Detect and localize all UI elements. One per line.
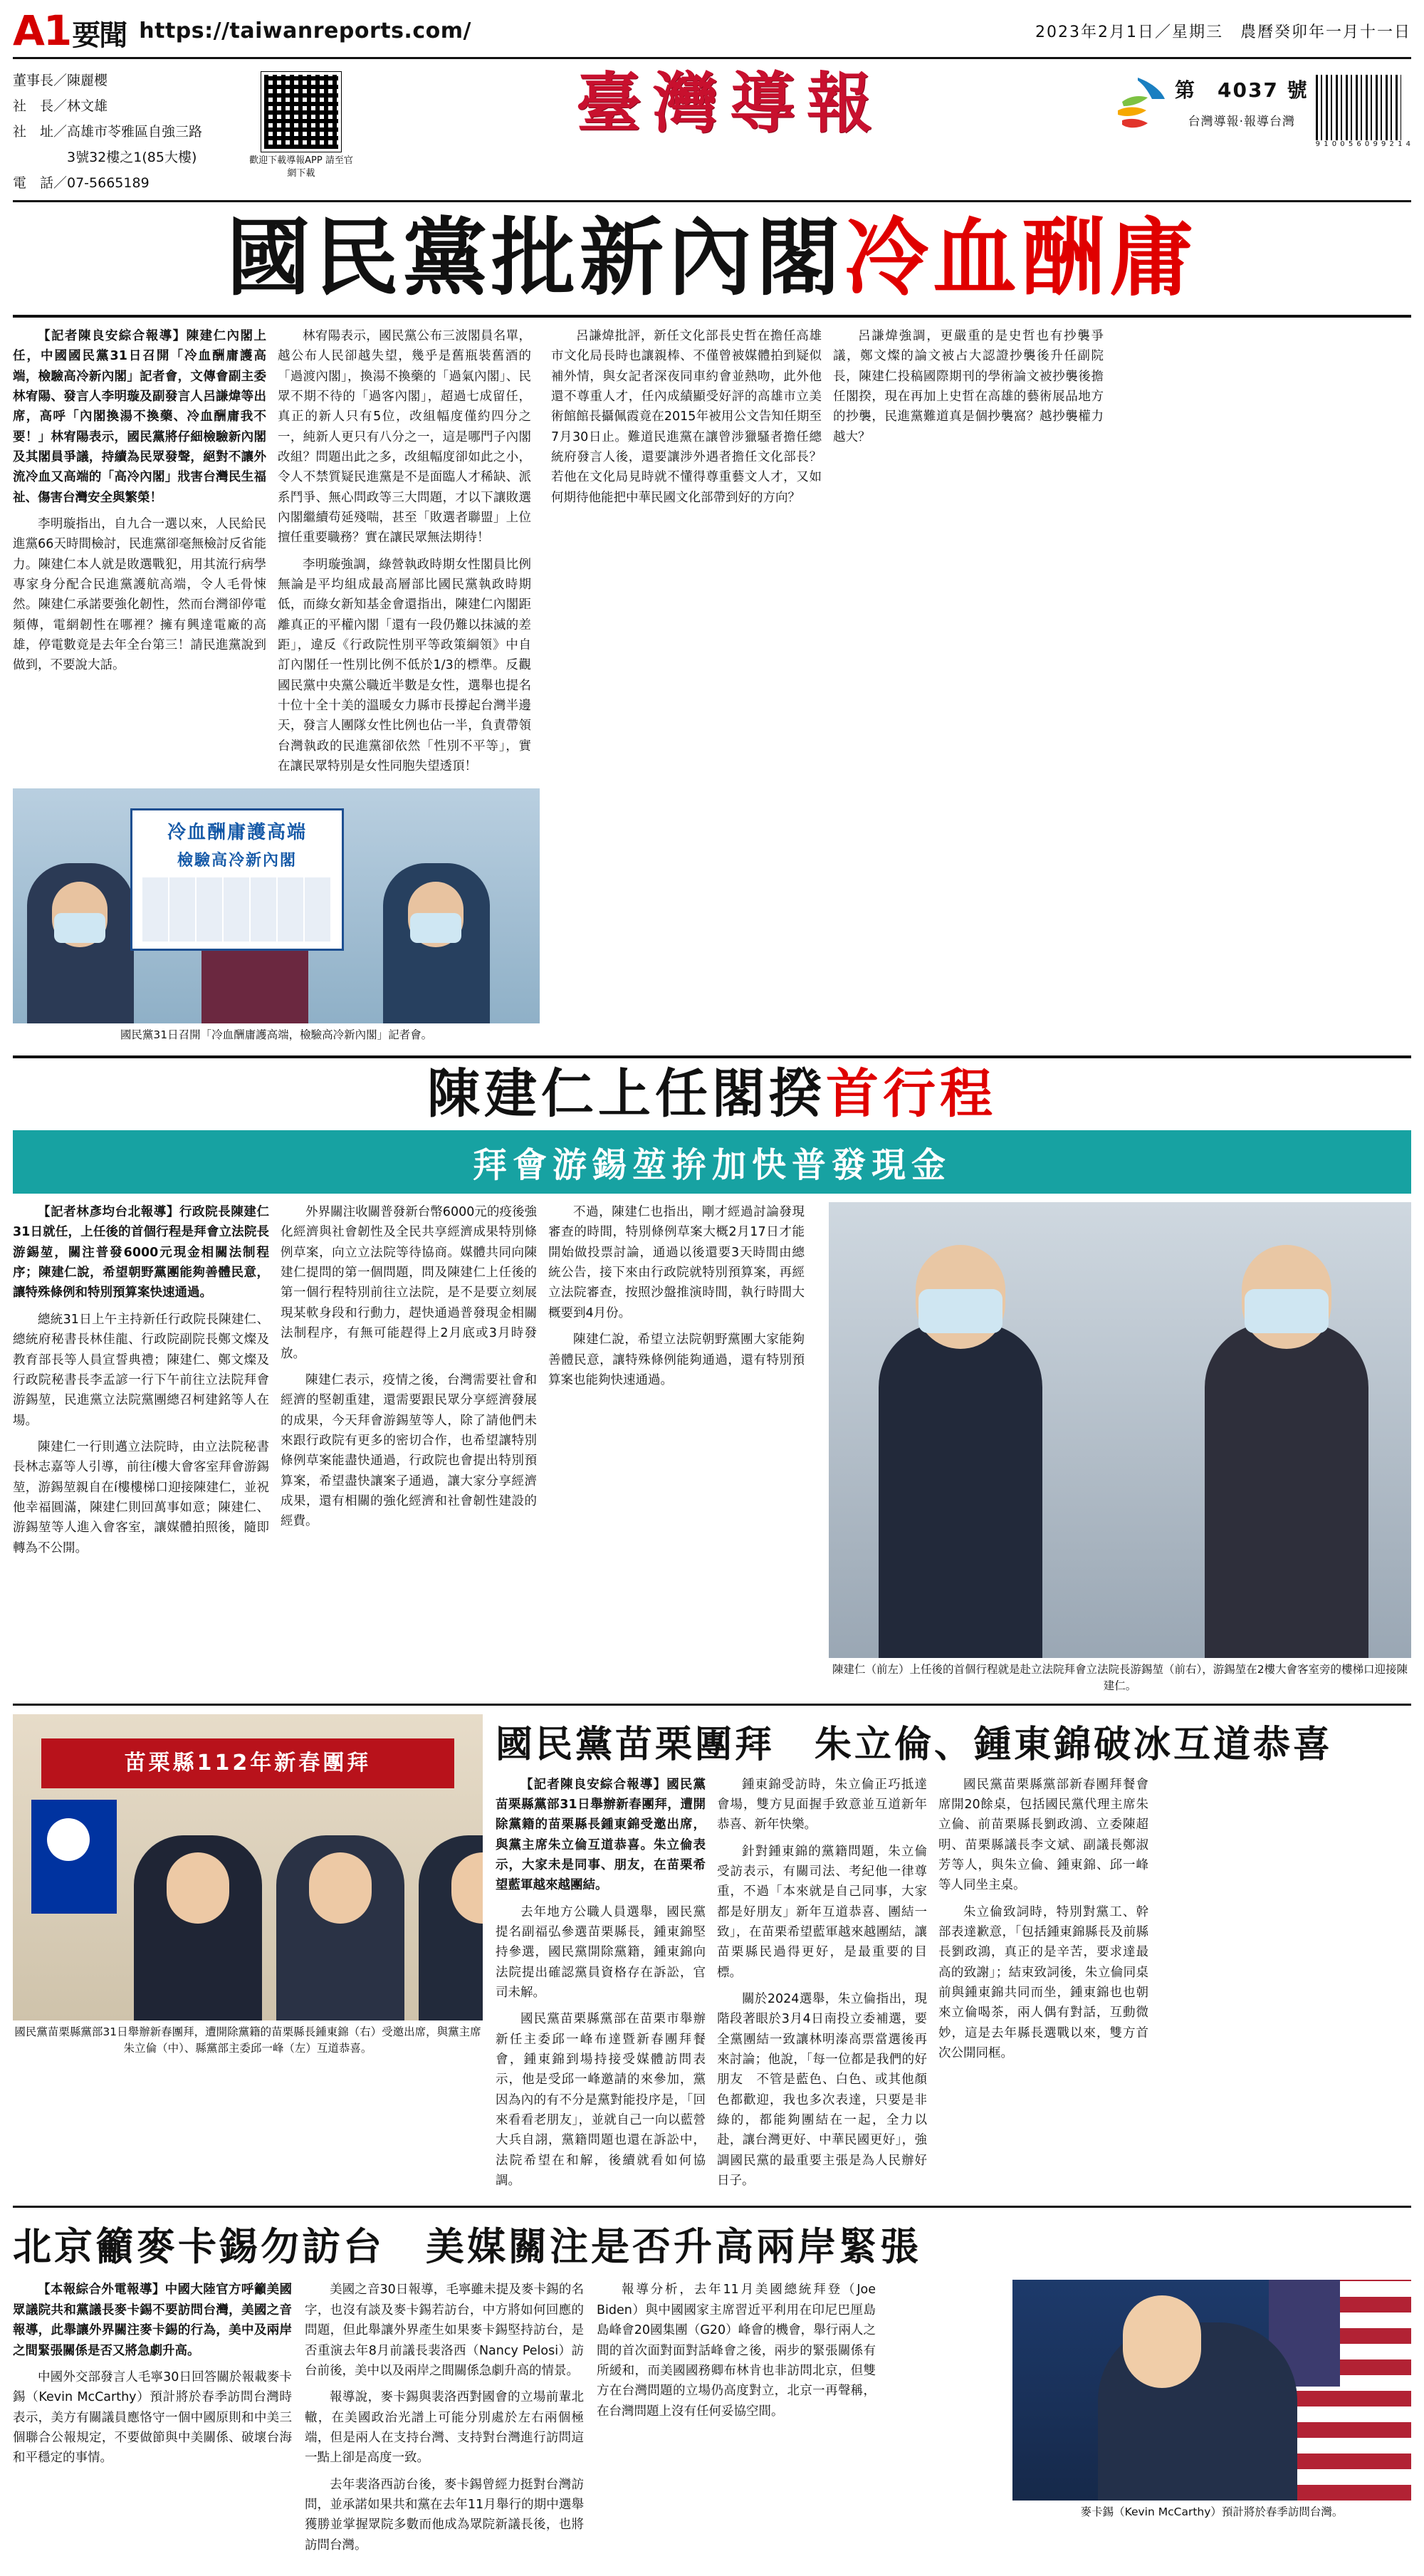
- paragraph: 陳建仁說，希望立法院朝野黨團大家能夠善體民意，讓特殊條例能夠通過，還有特別預算案也能夠快速通過。: [548, 1333, 805, 1387]
- photo-person: [134, 1835, 262, 2020]
- barcode-block: [1316, 75, 1411, 148]
- paragraph: 李明璇強調，綠營執政時期女性閣員比例無論是平均組成最高層部比國民黨執政時期低，而綠女新知基金會還指出，陳建仁內閣距離真正的平權內閣「還有一段仍難以抹滅的差距」，違反《行政院性別平等政策綱領》中自訂內閣任一性別比例不低於1/3的標準。反觀國民黨中央黨公職近半數是女性，選舉也提名十位十全十美的溫暖女力縣市長撐起台灣半邊天，發言人團隊女性比例也佔一半，負責帶領台灣執政的民進黨卻依然「性別不平等」，實在讓民眾特別是女性同胞失望透頂！: [278, 557, 531, 774]
- paragraph: 去年裴洛西訪台後，麥卡錫曾經力挺對台灣訪問，並承諾如果共和黨在去年11月舉行的期中選舉獲勝並掌握眾院多數而他成為眾院新議長後，也將訪問台灣。: [305, 2477, 584, 2552]
- board-grid: [142, 877, 332, 942]
- story1-columns: [13, 326, 540, 783]
- story4-title: 北京籲麥卡錫勿訪台 美媒關注是否升高兩岸緊張: [13, 2223, 921, 2270]
- paragraph: 呂謙煒強調，更嚴重的是史哲也有抄襲爭議，鄭文燦的論文被占大認證抄襲後升任副院長，陳建仁投稿國際期刊的學術論文被抄襲後擔任閣揆，現在再加上史哲在高雄的藝術展品地方的抄襲，民進黨難道真是個抄襲窩？越抄襲權力越大？: [833, 328, 1104, 444]
- photo-person: [383, 863, 490, 1023]
- qr-caption: 歡迎下載導報APP 請至官網下載: [249, 155, 353, 179]
- publisher-info-line: 社 長／林文雄: [13, 98, 108, 115]
- photo-face: [1123, 2295, 1201, 2388]
- paragraph: 【記者陳良安綜合報導】陳建仁內閣上任，中國國民黨31日召開「冷血酬庸護高端，檢驗高冷新內閣」記者會，文傳會副主委林宥陽、發言人李明璇及副發言人呂謙煒等出席，高呼「內閣換湯不換藥、冷血酬庸我不要！」林宥陽表示，國民黨將仔細檢驗新內閣及其閣員爭議，持續為民眾發聲，絕對不讓外流冷血又高端的「高冷內閣」戕害台灣民生福祉、傷害台灣安全與繁榮！: [13, 328, 266, 505]
- press-conference-board: [130, 808, 344, 951]
- page-code: [13, 6, 127, 55]
- masthead: [13, 59, 1411, 202]
- paragraph: 去年地方公職人員選舉，國民黨提名副福弘參選苗栗縣長，鍾東錦堅持參選，國民黨開除黨籍，鍾東錦向法院提出確認黨員資格存在訴訟，官司未解。: [496, 1904, 706, 2001]
- photo-face: [451, 1852, 483, 1924]
- story4-col-1: [13, 2280, 292, 2561]
- story2-photo-block: [829, 1202, 1411, 1695]
- paragraph: 關於2024選舉，朱立倫指出，現階段著眼於3月4日南投立委補選，要全黨團結一致讓林明溱高票當選後再來討論；他說，「每一位都是我們的好朋友 不管是藍色、白色、或其他顏色都歡迎，我也多次表達，只要是非綠的，都能夠團結在一起，全力以赴，讓台灣更好、中華民國更好」，強調國民黨的最重要主張是為人民辦好日子。: [717, 1992, 927, 2189]
- publisher-info-line: 電 話／07-5665189: [13, 175, 150, 192]
- story2-photo-caption: 陳建仁（前左）上任後的首個行程就是赴立法院拜會立法院長游錫堃（前右），游錫堃在2樓大會客室旁的樓梯口迎接陳建仁。: [832, 1663, 1408, 1693]
- paragraph: 不過，陳建仁也指出，剛才經過討論發現審查的時間，特別條例草案大概2月17日才能開始做投票討論，通過以後還要3天時間由總統公告，接下來由行政院就特別預算案，再經立法院審查，按照沙盤推演時間，執行時間大概要到4月份。: [548, 1205, 805, 1320]
- paper-logo-icon: [1108, 75, 1168, 135]
- story1-photo: [13, 788, 540, 1023]
- flag-sun: [47, 1818, 90, 1861]
- headline-part-3: 新內閣: [580, 208, 845, 308]
- paragraph: 鍾東錦受訪時，朱立倫正巧抵達會場，雙方見面握手致意並互道新年恭喜、新年快樂。: [717, 1777, 927, 1832]
- paragraph: 針對鍾東錦的黨籍問題，朱立倫受訪表示，有關司法、考紀他一律尊重，不過「本來就是自己同事，大家都是好朋友」新年互道恭喜、團結一致」，在苗栗希望藍軍越來越團結，讓苗栗縣民過得更好，是最重要的目標。: [717, 1844, 927, 1980]
- photo-mask: [1245, 1289, 1329, 1333]
- paragraph: 國民黨苗栗縣黨部在苗栗市舉辦新任主委邱一峰布達暨新春團拜餐會，鍾東錦到場持接受媒體訪問表示，他是受邱一峰邀請的來參加，黨因為內的有不分是黨對能投序是，「回來看看老朋友」，並就自己一向以藍營大兵自詡，黨籍問題也還在訴訟中，法院希望在和解，後續就看如何協調。: [496, 2012, 706, 2189]
- story1-col-4: [833, 326, 1104, 1044]
- story-mccarthy-taiwan: [13, 2206, 1411, 2561]
- story2-headline: [13, 1065, 1411, 1123]
- paragraph: 陳建仁表示，疫情之後，台灣需要社會和經濟的堅韌重建，還需要跟民眾分享經濟發展的成果，今天拜會游錫堃等人，除了請他們未來跟行政院有更多的密切合作，也希望讓特別條例草案能盡快通過，行政院也會提出特別預算案，希望盡快讓案子通過，讓大家分享經濟成果，還有相關的強化經濟和社會韌性建設的經費。: [281, 1372, 537, 1529]
- page-number: 1: [43, 6, 71, 55]
- paragraph: 美國之音30日報導，毛寧雖未提及麥卡錫的名字，也沒有談及麥卡錫若訪台，中方將如何回應的問題，但此舉讓外界產生如果麥卡錫堅持訪台，是否重演去年8月前議長裴洛西（Nancy Pelosi）訪台前後，美中以及兩岸之間關係急劇升高的情景。: [305, 2283, 584, 2378]
- publisher-info-line: 董事長／陳麗櫻: [13, 73, 108, 88]
- story2-subheadline: 拜會游錫堃拚加快普發現金: [13, 1130, 1411, 1194]
- barcode-number: 9 1 0 0 5 6 0 9 9 2 1 4: [1315, 140, 1411, 148]
- story-chen-premier: [13, 1055, 1411, 1695]
- paragraph: 報導說，麥卡錫與裴洛西對國會的立場前輩北轍，在美國政治光譜上可能分別處於左右兩個極端，但是兩人在支持台灣、支持對台灣進行訪問這一點上卻是高度一致。: [305, 2390, 584, 2466]
- story3-right: [496, 1714, 1411, 2198]
- paragraph: 呂謙煒批評，新任文化部長史哲在擔任高雄市文化局長時也讓親棒、不僅曾被媒體拍到疑似補外情，與女記者深夜同車約會並熱吻，此外他還不尊重人才，任內成績顯受好評的高雄市立美術館館長攝佩霞竟在2015年被用公文告知任期至7月30日止。難道民進黨在讓曾涉獵騷者擔任總統府發言人後，還要讓涉外遇者擔任文化部長？若他在文化局見時就不懂得尊重藝文人才，又如何期待他能把中華民國文化部帶到好的方向？: [551, 328, 822, 505]
- photo-person: [276, 1835, 404, 2020]
- photo-person: [27, 863, 134, 1023]
- paragraph: 總統31日上午主持新任行政院長陳建仁、總統府秘書長林佳龍、行政院副院長鄭文燦及教育部長等人員宣誓典禮；陳建仁、鄭文燦及行政院秘書長李孟諺一行下午前往立法院拜會游錫堃，民進黨立法院黨團總召柯建銘等人在場。: [13, 1312, 269, 1428]
- story2-col-3: [548, 1202, 805, 1695]
- masthead-right: [1105, 68, 1411, 148]
- photo-mask: [918, 1289, 1002, 1333]
- story4-photo-caption: 麥卡錫（Kevin McCarthy）預計將於春季訪問台灣。: [1080, 2505, 1344, 2519]
- story3-photo-caption: 國民黨苗栗縣黨部31日舉辦新春團拜，遭開除黨籍的苗栗縣長鍾東錦（右）受邀出席，與黨主席朱立倫（中）、縣黨部主委邱一峰（左）互道恭喜。: [14, 2025, 481, 2055]
- publisher-info-line: 3號32樓之1(85大樓): [13, 150, 197, 166]
- story3-col-1: [496, 1775, 706, 2198]
- publication-date: 2023年2月1日／星期三 農曆癸卯年一月十一日: [1035, 23, 1411, 41]
- story4-body: [13, 2280, 1411, 2561]
- paragraph: 朱立倫致詞時，特別對黨工、幹部表達歉意，「包括鍾東錦縣長及前縣長劉政鴻，真正的是辛苦，要求達最高的致謝」；結束致詞後，朱立倫同桌前與鍾東錦共同而坐，鍾東錦也也朝來立倫喝茶，兩人偶有對話，互動微妙，這是去年縣長選戰以來，雙方首次公開同框。: [938, 1904, 1148, 2061]
- board-line-2: 檢驗高冷新內閣: [177, 852, 297, 870]
- publisher-info-line: 社 址／高雄市苓雅區自強三路: [13, 124, 203, 140]
- main-headline-band: [13, 202, 1411, 317]
- story-kmt-cabinet: [13, 318, 1411, 1048]
- photo-person: [879, 1323, 1042, 1658]
- board-line-1: 冷血酬庸護高端: [167, 822, 307, 844]
- photo-person: [419, 1835, 483, 2020]
- story2-columns: [13, 1202, 817, 1695]
- story3-photo-block: [13, 1714, 483, 2198]
- story2-headline-black: 陳建仁上任閣揆: [427, 1063, 826, 1125]
- site-url[interactable]: https://taiwanreports.com/: [139, 18, 471, 43]
- story4-col-3: [597, 2280, 876, 2561]
- paragraph: 國民黨苗栗縣黨部新春團拜餐會席開20餘桌，包括國民黨代理主席朱立倫、前苗栗縣長劉政鴻、立委陳超明、苗栗縣議長李文斌、副議長鄭淑芳等人，與朱立倫、鍾東錦、邱一峰等人同坐主桌。: [938, 1777, 1148, 1893]
- page-code-letter: A: [13, 6, 43, 55]
- main-headline: [13, 208, 1411, 308]
- story2-col-2: [281, 1202, 537, 1695]
- photo-face: [309, 1852, 372, 1924]
- headline-part-2: 批: [491, 208, 580, 308]
- paragraph: 【記者陳良安綜合報導】國民黨苗栗縣黨部31日舉辦新春團拜，遭開除黨籍的苗栗縣長鍾東錦受邀出席，與黨主席朱立倫互道恭喜。朱立倫表示，大家未是同事、朋友，在苗栗希望藍軍越來越團結。: [496, 1777, 706, 1893]
- paragraph: 外界關注收關普發新台幣6000元的疫後強化經濟與社會韌性及全民共享經濟成果特別條例草案，向立立法院等待協商。媒體共同向陳建仁提問的第一個問題，問及陳建仁上任後的第一個行程特別前往立法院，是不是要立刻展現某軟身段和行動力，趕快通過普發現金相關法制程序，有無可能趕得上2月底或3月時發放。: [281, 1205, 537, 1361]
- paragraph: 【記者林彥均台北報導】行政院長陳建仁31日就任，上任後的首個行程是拜會立法院長游錫堃，關注普發6000元現金相關法制程序；陳建仁說，希望朝野黨團能夠善體民意，讓特殊條例和特別預算案快速通過。: [13, 1205, 269, 1300]
- paper-slogan: 台灣導報‧報導台灣: [1188, 114, 1296, 129]
- story1-photo-caption: 國民黨31日召開「冷血酬庸護高端，檢驗高冷新內閣」記者會。: [120, 1028, 433, 1042]
- photo-person: [1205, 1323, 1368, 1658]
- qr-code-block: [248, 68, 355, 180]
- story4-photo: [1012, 2280, 1411, 2501]
- paper-title: [355, 65, 1105, 142]
- story4-columns: [13, 2280, 1000, 2561]
- story-miaoli-newyear: [13, 1704, 1411, 2198]
- story1-left: [13, 326, 540, 1044]
- story3-photo: [13, 1714, 483, 2020]
- page-section-label: 要聞: [72, 19, 127, 52]
- story3-col-2: [717, 1775, 927, 2198]
- story4-col-2: [305, 2280, 584, 2561]
- paragraph: 李明璇指出，自九合一選以來，人民給民進黨66天時間檢討，民進黨卻毫無檢討反省能力。陳建仁本人就是敗選戰犯，用其流行病學專家身分配合民進黨護航高端，令人毛骨悚然。陳建仁承諾要強化韌性，然而台灣卻停電頻傳，電網韌性在哪裡？擁有興達電廠的高雄，停電數竟是去年全台第三！請民進黨說到做到，不要說大話。: [13, 517, 266, 673]
- paragraph: 中國外交部發言人毛寧30日回答關於報載麥卡錫（Kevin McCarthy）預計將於春季訪問台灣時表示，美方有關議員應恪守一個中國原則和中美三個聯合公報規定，不要做節與中美關係、破壞台海和平穩定的事情。: [13, 2369, 292, 2466]
- headline-part-1: 國民黨: [226, 208, 491, 308]
- issue-block: [1175, 75, 1309, 132]
- story4-photo-block: [1012, 2280, 1411, 2561]
- photo-mask: [54, 913, 105, 943]
- qr-code-icon[interactable]: [261, 72, 341, 152]
- top-bar: [13, 6, 1411, 59]
- story2-body: [13, 1202, 1411, 1695]
- photo-mask: [410, 913, 461, 943]
- paragraph: 陳建仁一行則邁立法院時，由立法院秘書長林志嘉等人引導，前往í樓大會客室拜會游錫堃，游錫堃親自在í樓樓梯口迎接陳建仁，並祝他幸福圓滿，陳建仁則回萬事如意；陳建仁、游錫堃等人進入會客室，讓媒體拍照後，隨即轉為不公開。: [13, 1439, 269, 1555]
- event-banner: 苗栗縣112年新春團拜: [41, 1738, 454, 1788]
- photo-face: [167, 1852, 229, 1924]
- issue-number: 第 4037 號: [1174, 78, 1309, 102]
- paragraph: 報導分析，去年11月美國總統拜登（Joe Biden）與中國國家主席習近平利用在印尼巴厘島島峰會20國集團（G20）峰會的機會，舉行兩人之間的首次面對面對話峰會之後，兩步的緊張關係有所緩和，而美國國務卿布林肯也非訪問北京，但雙方在台灣問題的立場仍高度對立，北京一再聲稱，在台灣問題上沒有任何妥協空間。: [597, 2283, 876, 2419]
- story2-photo: [829, 1202, 1411, 1658]
- story3-title: 國民黨苗栗團拜 朱立倫、鍾東錦破冰互道恭喜: [496, 1722, 1334, 1766]
- story1-col-1: [13, 326, 266, 783]
- party-flag: [31, 1800, 117, 1914]
- paper-title-text: 臺灣導報: [575, 65, 884, 142]
- story3-columns: [496, 1775, 1411, 2198]
- headline-part-4: 冷血酬庸: [844, 208, 1198, 308]
- paragraph: 【本報綜合外電報導】中國大陸官方呼籲美國眾議院共和黨議長麥卡錫不要訪問台灣，美國之音報導，此舉讓外界關注麥卡錫的行為，美中及兩岸之間緊張關係是否又將急劇升高。: [13, 2283, 292, 2358]
- story2-col-1: [13, 1202, 269, 1695]
- story1-col-2: [278, 326, 531, 783]
- story3-col-3: [938, 1775, 1148, 2198]
- paragraph: 林宥陽表示，國民黨公布三波閣員名單，越公布人民卻越失望，幾乎是舊瓶裝舊酒的「過渡內閣」，換湯不換藥的「過氣內閣」、民眾不期不待的「過客內閣」，超過七成留任，真正的新人只有5位，改組幅度僅約四分之一，純新人更只有八分之一，這是哪門子內閣改組？問題出此之多，改組幅度卻如此之小，令人不禁質疑民進黨是不是面臨人才稀缺、派系鬥爭、無心問政等三大問題，才以下讓敗選內閣繼續苟延殘喘，甚至「敗選者聯盟」上位擅任重要職務？實在讓民眾無法期待！: [278, 328, 531, 546]
- publisher-info: [13, 68, 248, 196]
- story2-headline-red: 首行程: [826, 1063, 997, 1125]
- story1-col-3: [551, 326, 822, 1044]
- barcode-icon: [1316, 75, 1401, 140]
